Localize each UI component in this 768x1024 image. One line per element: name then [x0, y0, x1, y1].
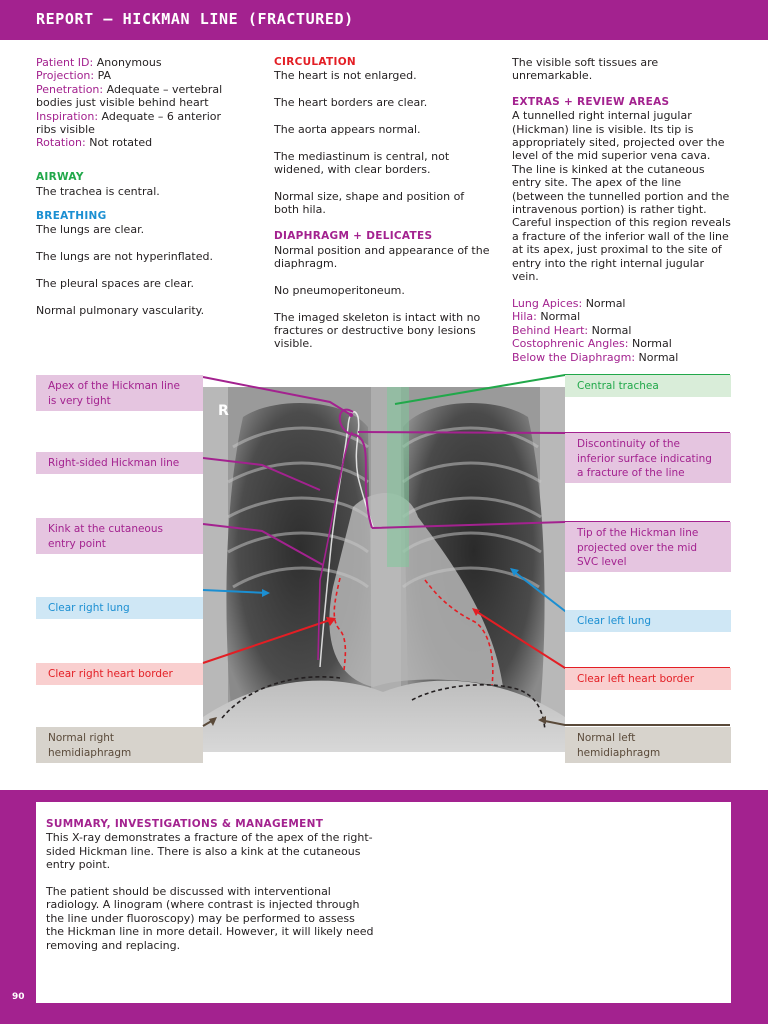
label-apex-hickman: Apex of the Hickman line is very tight: [36, 375, 203, 411]
diaphragm-text: The imaged skeleton is intact with no fractures or destructive bony lesions visible.: [274, 310, 481, 351]
review-item: Below the Diaphragm: Normal: [512, 350, 679, 364]
label-kink-entry: Kink at the cutaneous entry point: [36, 518, 203, 554]
label-clear-left-heart: Clear left heart border: [565, 668, 731, 690]
page-title: REPORT – HICKMAN LINE (FRACTURED): [36, 10, 354, 28]
review-item: Costophrenic Angles: Normal: [512, 337, 672, 351]
breathing-text: The lungs are not hyperinflated.: [36, 250, 213, 264]
diaphragm-text: Normal position and appearance of the diaphragm.: [274, 243, 490, 271]
rotation: Rotation: Not rotated: [36, 136, 153, 150]
circulation-text: The aorta appears normal.: [274, 123, 421, 136]
label-clear-right-lung: Clear right lung: [36, 597, 203, 619]
circulation-text: The heart borders are clear.: [274, 96, 428, 110]
airway-text: The trachea is central.: [36, 184, 160, 198]
patient-id: Patient ID: Anonymous: [36, 56, 162, 69]
review-item: Behind Heart: Normal: [512, 323, 632, 337]
label-discontinuity: Discontinuity of the inferior surface indicating a fracture of the line: [565, 433, 731, 483]
circulation-text: The heart is not enlarged.: [274, 69, 417, 83]
label-right-hemidiaphragm: Normal right hemidiaphragm: [36, 727, 203, 763]
label-right-sided-hickman: Right-sided Hickman line: [36, 452, 203, 474]
summary-paragraph: This X-ray demonstrates a fracture of the apex of the right-sided Hickman line. There is also a kink at the cutaneous entry point.: [46, 831, 373, 872]
label-hickman-tip: Tip of the Hickman line projected over the mid SVC level: [565, 522, 731, 572]
circulation-text: The mediastinum is central, not widened, with clear borders.: [274, 149, 450, 177]
circulation-text: Normal size, shape and position of both hila.: [274, 190, 465, 217]
inspiration: Inspiration: Adequate – 6 anterior ribs visible: [36, 109, 222, 137]
extras-heading: EXTRAS + REVIEW AREAS: [512, 95, 670, 108]
label-left-hemidiaphragm: Normal left hemidiaphragm: [565, 727, 731, 763]
diaphragm-text: No pneumoperitoneum.: [274, 283, 405, 297]
soft-tissues-text: The visible soft tissues are unremarkable.: [512, 56, 659, 83]
penetration: Penetration: Adequate – vertebral bodies just visible behind heart: [36, 82, 223, 110]
airway-heading: AIRWAY: [36, 171, 84, 184]
review-item: Hila: Normal: [512, 310, 581, 324]
breathing-text: Normal pulmonary vascularity.: [36, 303, 205, 317]
breathing-text: The lungs are clear.: [36, 223, 145, 237]
label-clear-right-heart: Clear right heart border: [36, 663, 203, 685]
projection: Projection: PA: [36, 69, 112, 83]
summary-panel: [36, 802, 731, 1003]
xray-marker-r: R: [218, 403, 229, 419]
page-number: 90: [12, 992, 25, 1002]
diaphragm-heading: DIAPHRAGM + DELICATES: [274, 230, 433, 243]
label-clear-left-lung: Clear left lung: [565, 610, 731, 632]
review-item: Lung Apices: Normal: [512, 296, 626, 310]
label-central-trachea: Central trachea: [565, 375, 731, 397]
extras-text: A tunnelled right internal jugular (Hickman) line is visible. Its tip is appropriately sited, projected over the level of the mid superior vena cava. The line is kinked at the cutaneous entry site. The apex of the line (between the tunnelled portion and the intravenous portion) is rather tight. Careful inspection of this region reveals a fracture of the inferior wall of the line at its apex, just proximal to the site of entry into the right internal jugular vein.: [512, 109, 731, 284]
breathing-text: The pleural spaces are clear.: [36, 277, 194, 291]
summary-paragraph: The patient should be discussed with interventional radiology. A linogram (where contrast is injected through the line under fluoroscopy) may be performed to assess the Hickman line in more detail. However, it will likely need removing and replacing.: [46, 885, 374, 952]
summary-heading: SUMMARY, INVESTIGATIONS & MANAGEMENT: [46, 818, 324, 830]
circulation-heading: CIRCULATION: [274, 56, 357, 68]
breathing-heading: BREATHING: [36, 210, 107, 223]
